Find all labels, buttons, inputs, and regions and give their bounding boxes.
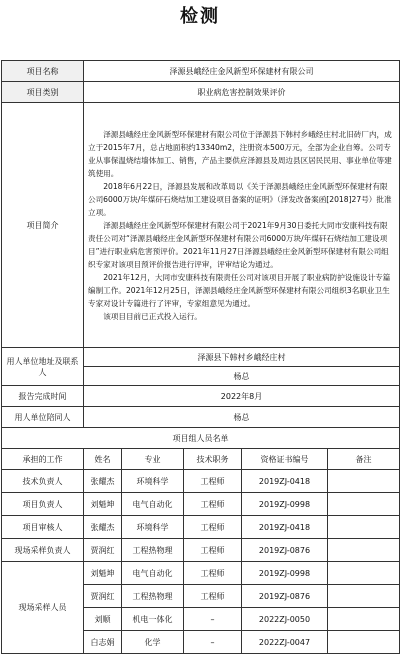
table-row xyxy=(2,539,400,562)
team-cert: 2019ZJ-0876 xyxy=(242,585,328,608)
team-role: 项目审核人 xyxy=(2,516,84,539)
intro-paragraph-1: 泽源县峨经庄金风新型环保建材有限公司位于泽源县下韩村乡峨经庄村北旧砖厂内，成立于2015年7月，总占地面积约13340m2，注册资本500万元，全部为企业自筹。公司专业从事保温烧结墙体加工、销售，产品主要供应泽源县及周边县区居民民用、事业单位等建筑使用。 xyxy=(88,129,392,178)
team-role: 现场采样负责人 xyxy=(2,539,84,562)
project-name-value: 泽源县峨经庄金风新型环保建材有限公司 xyxy=(84,61,400,82)
inspection-table xyxy=(1,60,400,654)
team-name: 贾润红 xyxy=(84,585,122,608)
team-note xyxy=(328,631,400,654)
team-major: 工程热物理 xyxy=(122,585,184,608)
accompany-label: 用人单位陪同人 xyxy=(2,407,84,428)
employer-address-label: 用人单位地址及联系人 xyxy=(2,348,84,386)
header-name: 姓名 xyxy=(84,449,122,470)
team-note xyxy=(328,585,400,608)
team-note xyxy=(328,470,400,493)
employer-address-row xyxy=(2,348,400,367)
header-note: 备注 xyxy=(328,449,400,470)
team-role: 技术负责人 xyxy=(2,470,84,493)
team-name: 刘魁坤 xyxy=(84,493,122,516)
team-title: 工程师 xyxy=(184,516,242,539)
project-type-row xyxy=(2,82,400,103)
table-row xyxy=(2,562,400,585)
team-cert: 2019ZJ-0998 xyxy=(242,562,328,585)
team-note xyxy=(328,562,400,585)
employer-address-value: 泽源县下韩村乡峨经庄村 xyxy=(84,348,400,367)
team-name: 张耀杰 xyxy=(84,470,122,493)
document-title: 检测 xyxy=(180,6,220,27)
team-major: 环境科学 xyxy=(122,470,184,493)
sampling-role: 现场采样人员 xyxy=(2,562,84,654)
team-major: 机电一体化 xyxy=(122,608,184,631)
team-title: – xyxy=(184,608,242,631)
team-title: – xyxy=(184,631,242,654)
project-name-row xyxy=(2,61,400,82)
team-name: 贾润红 xyxy=(84,539,122,562)
team-role: 项目负责人 xyxy=(2,493,84,516)
team-cert: 2022ZJ-0050 xyxy=(242,608,328,631)
intro-content xyxy=(84,103,400,348)
team-title: 工程师 xyxy=(184,493,242,516)
header-major: 专业 xyxy=(122,449,184,470)
intro-paragraph-5: 该项目目前已正式投入运行。 xyxy=(103,311,202,321)
intro-paragraph-3: 泽源县峨经庄金风新型环保建材有限公司于2021年9月30日委托大同市安康科技有限责任公司对“泽源县峨经庄金风新型环保建材有限公司6000万块/年煤矸石烧结加工建设项目”进行职业病危害预评价。2021年11月27日泽源县峨经庄金风新型环保建材有限公司组织专家对该项目预评价报告进行评审，评审结论为通过。 xyxy=(88,220,389,269)
intro-paragraph-2: 2018年6月22日，泽源县发展和改革局以《关于泽源县峨经庄金风新型环保建材有限公司6000万块/年煤矸石烧结加工建设项目备案的证明》（泽发改备案函[2018]27号）批准立项。 xyxy=(88,181,392,217)
team-name: 刘顺 xyxy=(84,608,122,631)
team-cert: 2022ZJ-0047 xyxy=(242,631,328,654)
team-note xyxy=(328,539,400,562)
team-major: 环境科学 xyxy=(122,516,184,539)
intro-label: 项目简介 xyxy=(2,103,84,348)
intro-paragraph-4: 2021年12月，大同市安康科技有限责任公司对该项目开展了职业病防护设施设计专篇编制工作。2021年12月25日，泽源县峨经庄金风新型环保建材有限公司组织3名职业卫生专家对设计专篇进行了评审，专家组意见为通过。 xyxy=(88,272,391,308)
team-cert: 2019ZJ-0998 xyxy=(242,493,328,516)
header-title: 技术职务 xyxy=(184,449,242,470)
team-note xyxy=(328,516,400,539)
report-date-value: 2022年8月 xyxy=(84,386,400,407)
team-name: 刘魁坤 xyxy=(84,562,122,585)
team-major: 化学 xyxy=(122,631,184,654)
team-note xyxy=(328,493,400,516)
team-cert: 2019ZJ-0418 xyxy=(242,470,328,493)
intro-row xyxy=(2,103,400,348)
team-name: 白志娟 xyxy=(84,631,122,654)
team-major: 电气自动化 xyxy=(122,562,184,585)
header-cert: 资格证书编号 xyxy=(242,449,328,470)
report-date-label: 报告完成时间 xyxy=(2,386,84,407)
team-major: 工程热物理 xyxy=(122,539,184,562)
team-cert: 2019ZJ-0876 xyxy=(242,539,328,562)
employer-contact-value: 杨总 xyxy=(84,367,400,386)
team-title: 工程师 xyxy=(184,470,242,493)
table-row xyxy=(2,470,400,493)
accompany-row xyxy=(2,407,400,428)
team-major: 电气自动化 xyxy=(122,493,184,516)
project-name-label: 项目名称 xyxy=(2,61,84,82)
team-cert: 2019ZJ-0418 xyxy=(242,516,328,539)
team-title: 工程师 xyxy=(184,585,242,608)
team-header-row xyxy=(2,449,400,470)
accompany-value: 杨总 xyxy=(84,407,400,428)
project-type-label: 项目类别 xyxy=(2,82,84,103)
team-heading: 项目组人员名单 xyxy=(2,428,400,449)
report-date-row xyxy=(2,386,400,407)
project-type-value: 职业病危害控制效果评价 xyxy=(84,82,400,103)
team-name: 张耀杰 xyxy=(84,516,122,539)
team-note xyxy=(328,608,400,631)
table-row xyxy=(2,516,400,539)
table-row xyxy=(2,493,400,516)
team-heading-row xyxy=(2,428,400,449)
header-role: 承担的工作 xyxy=(2,449,84,470)
team-title: 工程师 xyxy=(184,562,242,585)
team-title: 工程师 xyxy=(184,539,242,562)
